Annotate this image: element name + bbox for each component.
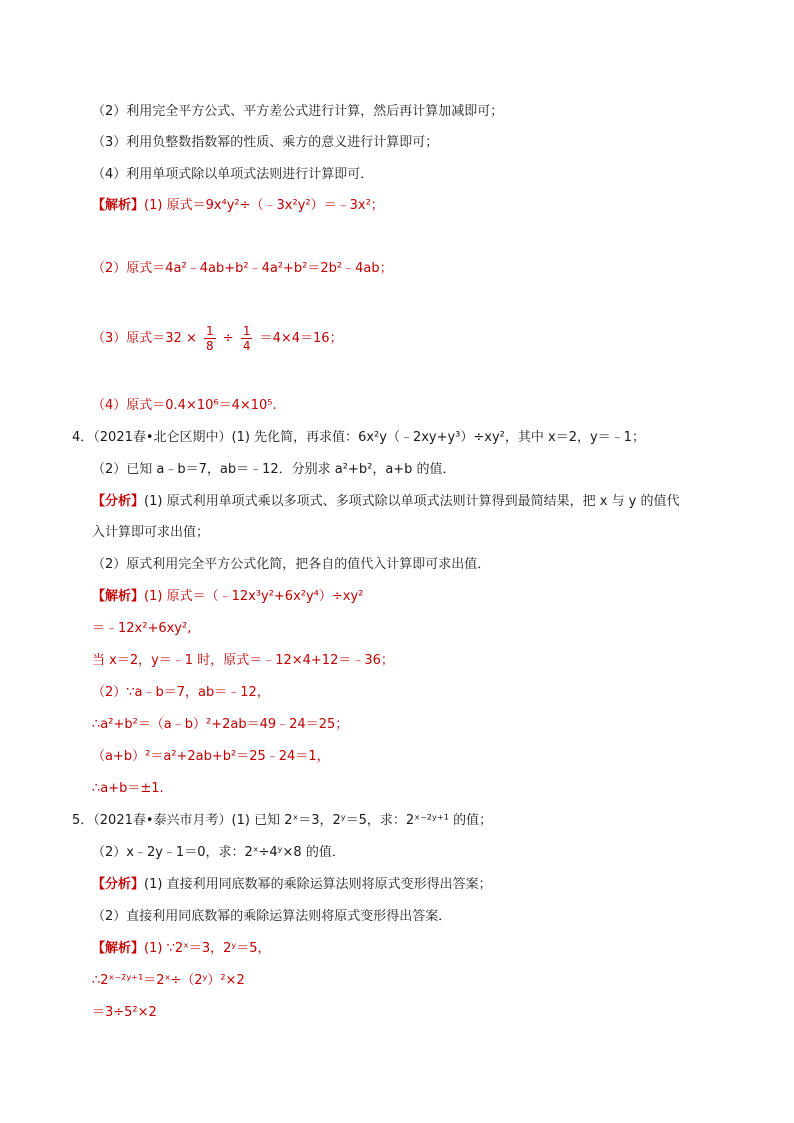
divide-sign: ÷ — [222, 331, 234, 346]
solution-text: (1) 原式＝9x⁴y²÷（﹣3x²y²）＝﹣3x²； — [144, 198, 384, 213]
problem-4-solution-answer: ∴a+b＝±1. — [92, 781, 164, 796]
fraction-one-eighth — [204, 324, 216, 353]
solution-tag: 【解析】 — [92, 198, 145, 213]
problem-4-analysis — [92, 493, 679, 511]
analysis-tag: 【分析】 — [92, 494, 145, 509]
solution-line-2: （2）原式＝4a²﹣4ab+b²﹣4a²+b²＝2b²﹣4ab； — [92, 261, 393, 276]
problem-5-heading: 5．（2021春•泰兴市月考）(1) 已知 2ˣ＝3，2ʸ＝5，求：2ˣ⁻²ʸ⁺¹ 的值； — [72, 813, 493, 828]
fraction-numerator: 1 — [242, 324, 251, 338]
analysis-text: (1) 原式利用单项式乘以多项式、多项式除以单项式法则计算得到最简结果，把 x 与 y 的值代 — [144, 494, 680, 509]
problem-4-solution-square-sum: （a+b）²＝a²+2ab+b²＝25﹣24＝1， — [92, 749, 330, 764]
problem-4-part-2: （2）已知 a﹣b＝7，ab＝﹣12．分别求 a²+b²，a+b 的值． — [92, 462, 456, 477]
fraction-expression-result: ＝4×4＝16； — [259, 331, 343, 346]
fraction-denominator: 8 — [205, 339, 214, 353]
problem-5-analysis-2: （2）直接利用同底数幂的乘除运算法则将原式变形得出答案． — [92, 909, 452, 924]
problem-4-solution-part-2: （2）∵a﹣b＝7，ab＝﹣12， — [92, 685, 270, 700]
solution-line-1 — [92, 197, 384, 215]
problem-5-solution — [92, 940, 271, 958]
fraction-denominator: 4 — [242, 339, 251, 353]
problem-4-analysis-cont: 入计算即可求出值； — [92, 525, 210, 540]
analysis-text: (1) 直接利用同底数幂的乘除运算法则将原式变形得出答案； — [144, 877, 492, 892]
problem-5-solution-step: ∴2ˣ⁻²ʸ⁺¹＝2ˣ÷（2ʸ）²×2 — [92, 973, 245, 988]
problem-4-solution-eval: 当 x＝2，y＝﹣1 时，原式＝﹣12×4+12＝﹣36； — [92, 653, 394, 668]
analysis-line-4: （4）利用单项式除以单项式法则进行计算即可． — [92, 167, 374, 182]
solution-text: (1) 原式＝（﹣12x³y²+6x²y⁴）÷xy² — [144, 589, 364, 604]
analysis-line-2: （2）利用完全平方公式、平方差公式进行计算，然后再计算加减即可； — [92, 104, 504, 119]
problem-5-solution-step-2: ＝3÷5²×2 — [92, 1005, 157, 1020]
analysis-line-3: （3）利用负整数指数幂的性质、乘方的意义进行计算即可； — [92, 135, 439, 150]
solution-line-3 — [92, 322, 343, 356]
problem-5-analysis — [92, 876, 492, 894]
fraction-one-quarter — [241, 324, 253, 353]
problem-4-solution — [92, 588, 363, 606]
fraction-numerator: 1 — [205, 324, 214, 338]
problem-4-solution-sum-squares: ∴a²+b²＝（a﹣b）²+2ab＝49﹣24＝25； — [92, 717, 349, 732]
solution-line-4: （4）原式＝0.4×10⁶＝4×10⁵. — [92, 398, 277, 413]
analysis-tag: 【分析】 — [92, 877, 145, 892]
problem-4-solution-step: ＝﹣12x²+6xy², — [92, 621, 192, 636]
solution-tag: 【解析】 — [92, 589, 145, 604]
fraction-expression-prefix: （3）原式＝32 × — [92, 331, 197, 346]
problem-4-heading: 4．（2021春•北仑区期中）(1) 先化简，再求值：6x²y（﹣2xy+y³）÷xy²，其中 x＝2，y＝﹣1； — [72, 430, 645, 445]
solution-text: (1) ∵2ˣ＝3，2ʸ＝5， — [144, 941, 271, 956]
solution-tag: 【解析】 — [92, 941, 145, 956]
problem-4-analysis-2: （2）原式利用完全平方公式化简，把各自的值代入计算即可求出值． — [92, 557, 491, 572]
problem-5-part-2: （2）x﹣2y﹣1＝0，求：2ˣ÷4ʸ×8 的值． — [92, 845, 345, 860]
